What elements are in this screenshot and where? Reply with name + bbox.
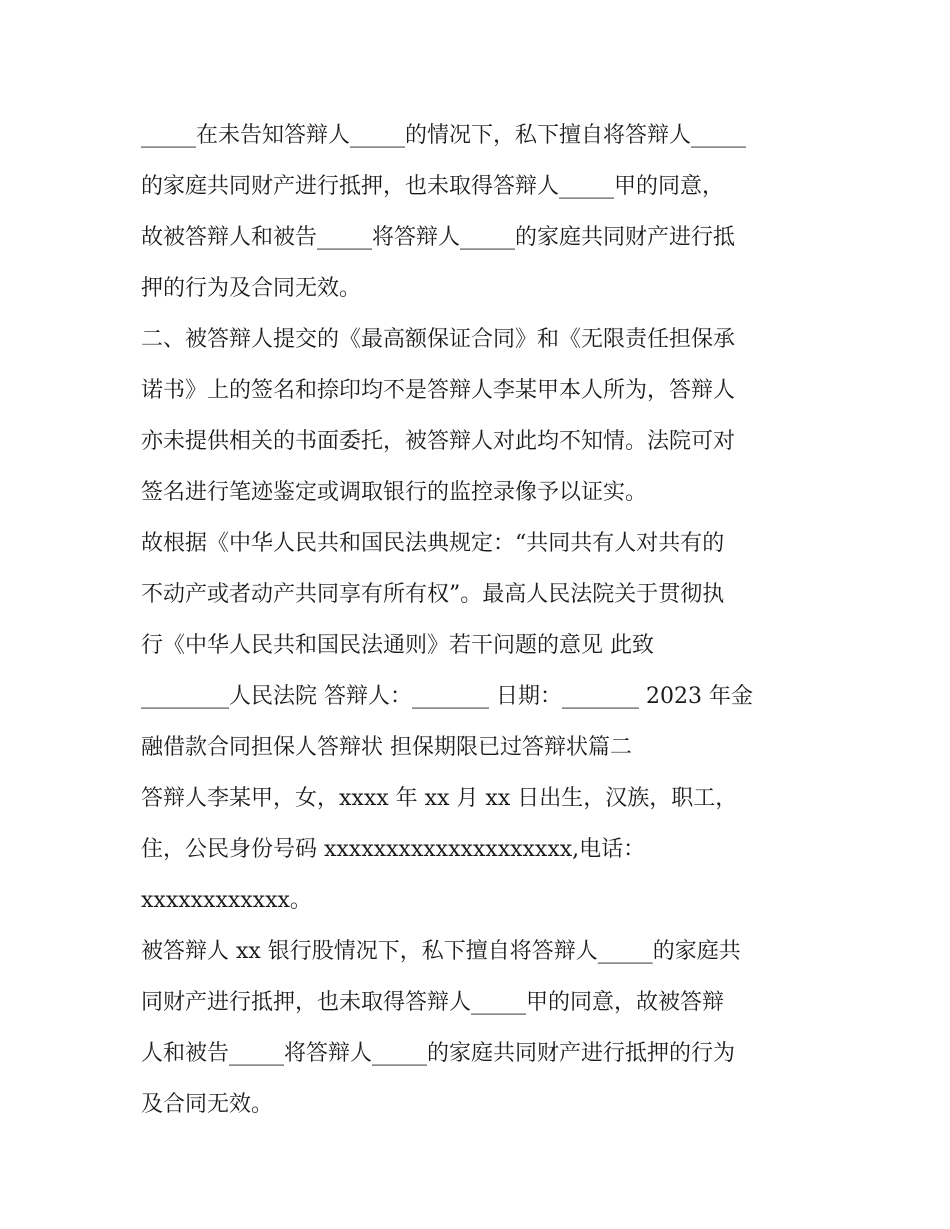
text-line: xxxxxxxxxxxx。 (141, 888, 312, 913)
text-line: 融借款合同担保人答辩状 担保期限已过答辩状篇二 (141, 735, 632, 760)
text-line: 诺书》上的签名和捺印均不是答辩人李某甲本人所为，答辩人 (141, 378, 736, 403)
text-line: _____在未告知答辩人_____的情况下，私下擅自将答辩人_____ (141, 123, 747, 148)
text-line: 押的行为及合同无效。 (141, 276, 362, 301)
text-line: 人和被告_____将答辩人_____的家庭共同财产进行抵押的行为 (141, 1041, 736, 1066)
text-line: 签名进行笔迹鉴定或调取银行的监控录像予以证实。 (141, 480, 648, 505)
text-line: 亦未提供相关的书面委托，被答辩人对此均不知情。法院可对 (141, 429, 736, 454)
text-line: 二、被答辩人提交的《最高额保证合同》和《无限责任担保承 (141, 327, 736, 352)
text-line: 行《中华人民共和国民法通则》若干问题的意见 此致 (141, 633, 654, 658)
text-line: 故被答辩人和被告_____将答辩人_____的家庭共同财产进行抵 (141, 225, 736, 250)
text-line: 被答辩人 xx 银行股情况下，私下擅自将答辩人_____的家庭共 (141, 939, 741, 964)
text-line: 答辩人李某甲，女，xxxx 年 xx 月 xx 日出生，汉族，职工， (141, 786, 738, 811)
text-line: ________人民法院 答辩人：_______ 日期：_______ 2023 年金 (141, 684, 753, 709)
text-line: 同财产进行抵押，也未取得答辩人_____甲的同意，故被答辩 (141, 990, 725, 1015)
text-line: 的家庭共同财产进行抵押，也未取得答辩人_____甲的同意， (141, 174, 725, 199)
text-line: 及合同无效。 (141, 1092, 274, 1117)
text-line: 不动产或者动产共同享有所有权”。最高人民法院关于贯彻执 (141, 582, 725, 607)
document-body (141, 110, 821, 1130)
text-line: 故根据《中华人民共和国民法典规定：“共同共有人对共有的 (141, 531, 725, 556)
text-line: 住，公民身份号码 xxxxxxxxxxxxxxxxxxxx,电话： (141, 837, 646, 862)
